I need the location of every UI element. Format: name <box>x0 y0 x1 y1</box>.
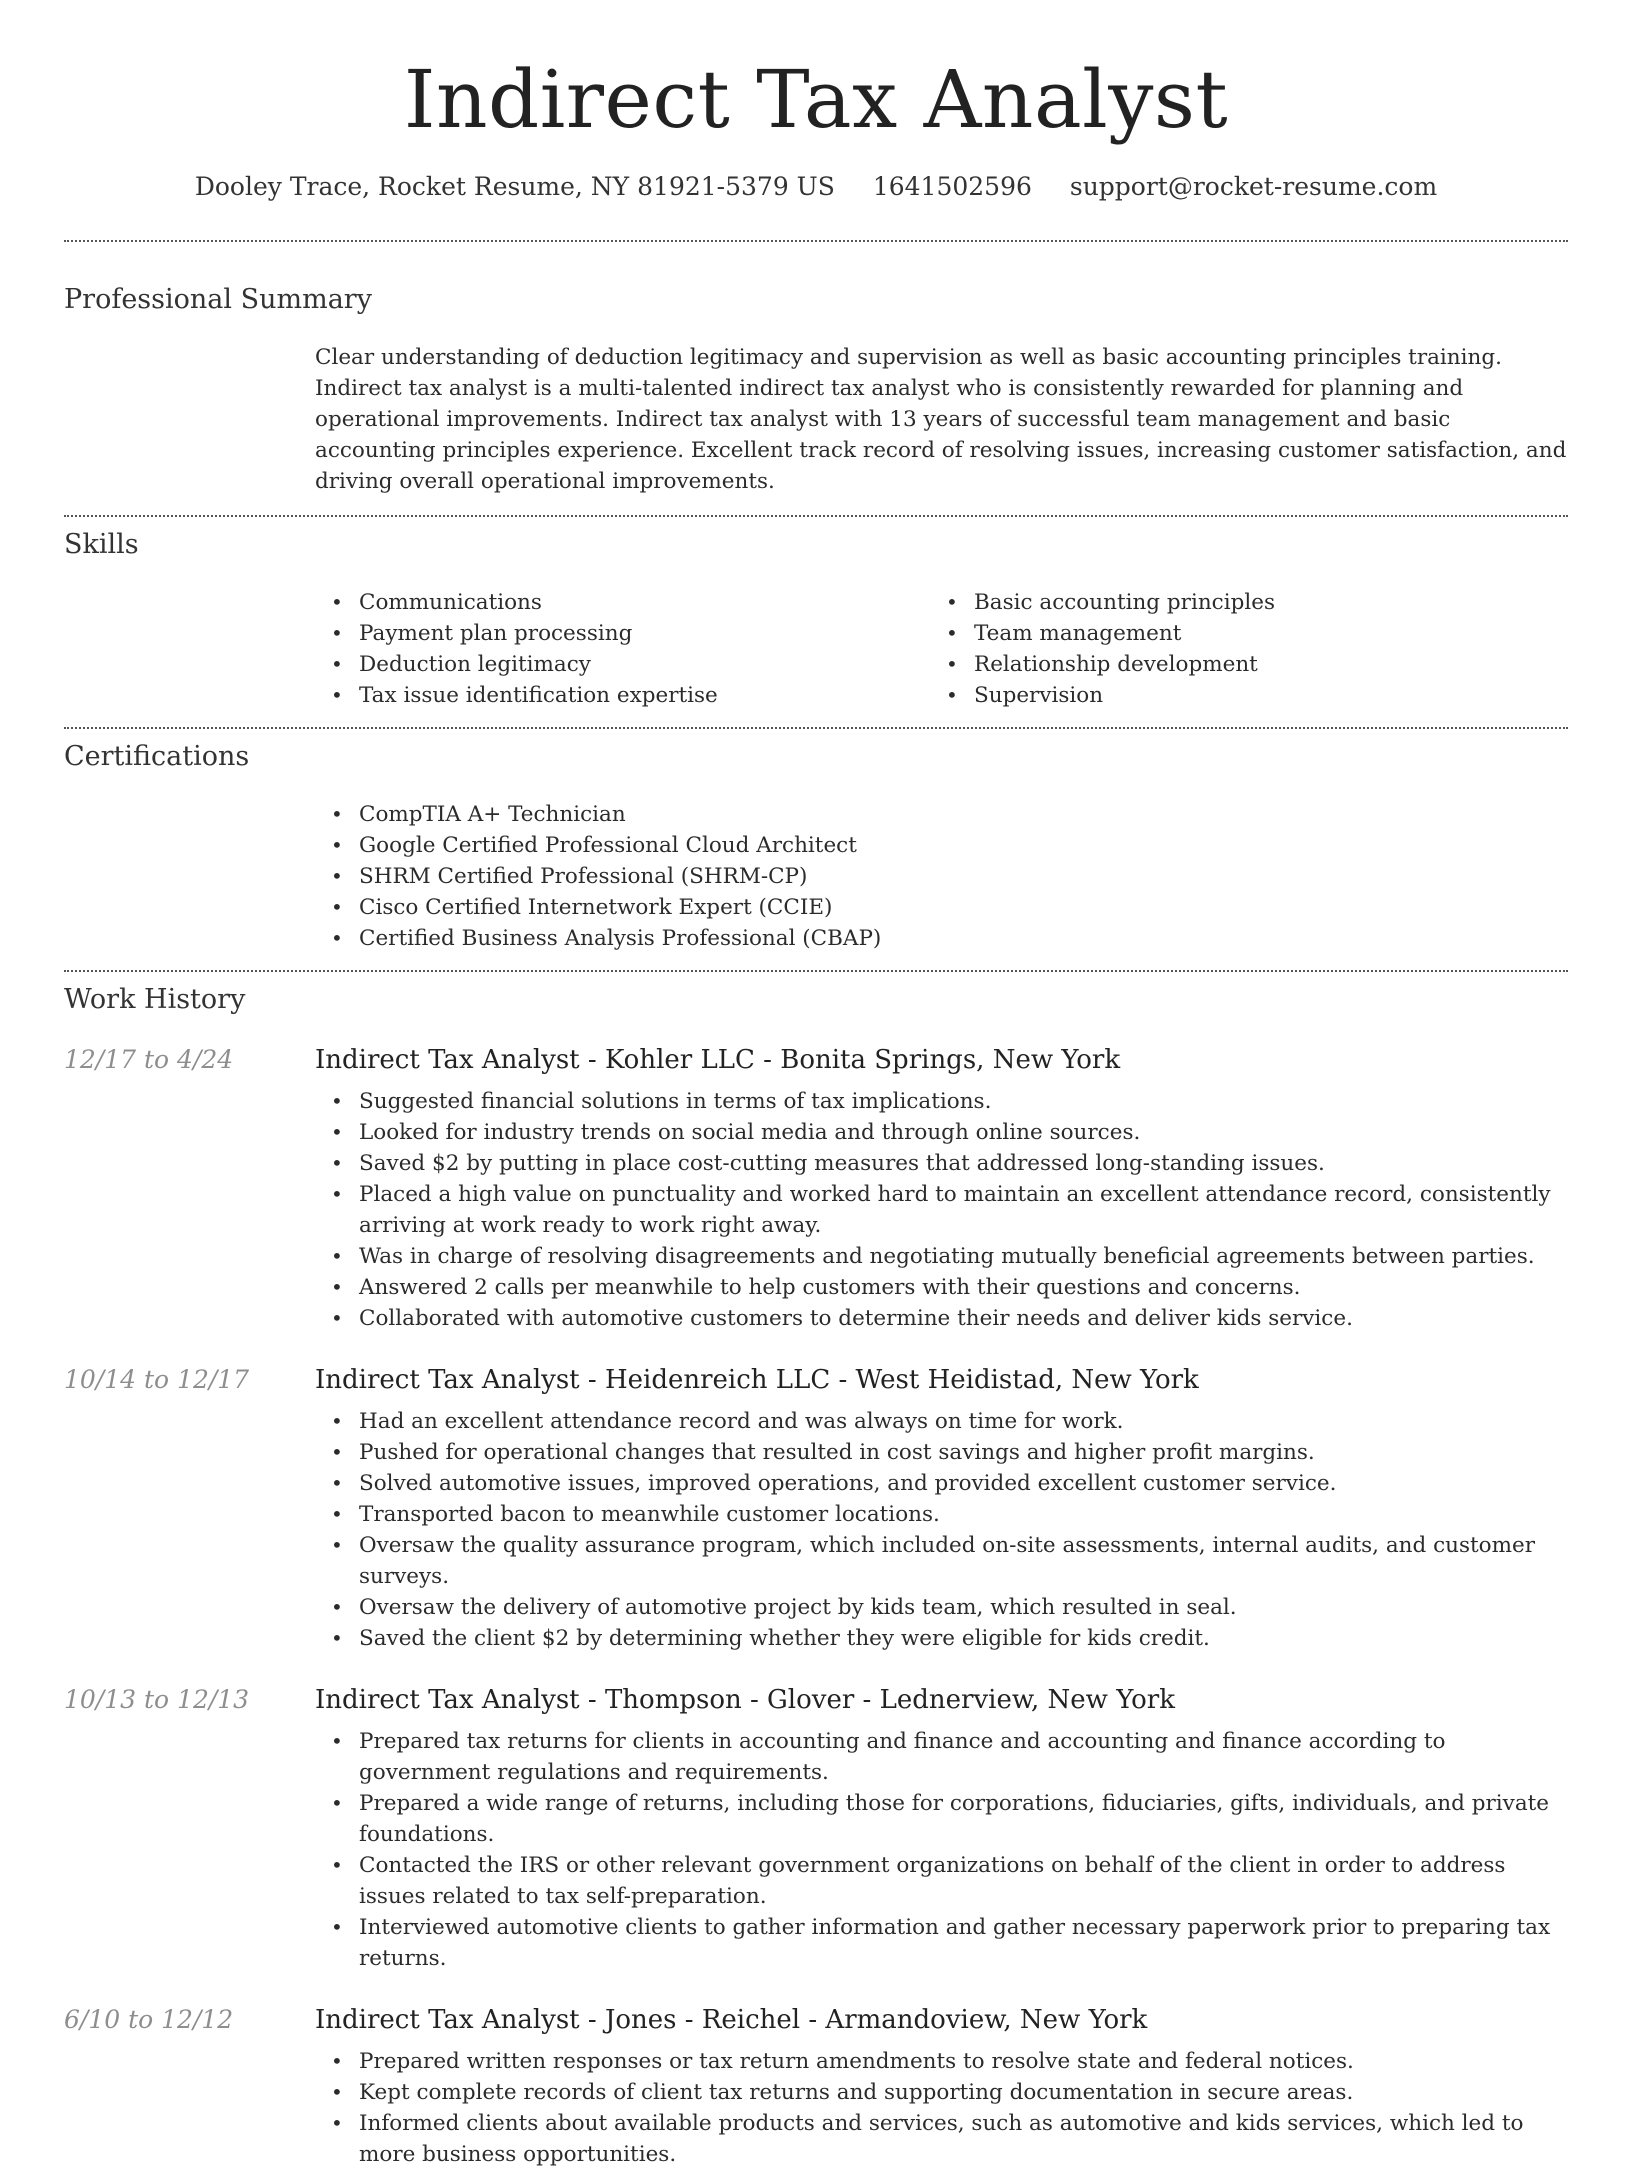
job-dates: 10/13 to 12/13 <box>64 1685 250 1714</box>
job-title: Indirect Tax Analyst - Heidenreich LLC - West Heidistad, New York <box>315 1365 1199 1395</box>
certification-item: • Certified Business Analysis Professional (CBAP) <box>315 923 1568 954</box>
job-dates: 12/17 to 4/24 <box>64 1045 234 1074</box>
skill-item: • Basic accounting principles <box>930 587 1545 618</box>
summary-text: Clear understanding of deduction legitimacy and supervision as well as basic accounting principles training. Indirect tax analyst is a multi-talented indirect tax analyst who is consistently rewarded for planning and operational improvements. Indirect tax analyst with 13 years of successful team management and basic accounting principles experience. Excellent track record of resolving issues, increasing customer satisfaction, and driving overall operational improvements. <box>315 345 1567 494</box>
skill-item: • Communications <box>315 587 930 618</box>
skill-item: • Relationship development <box>930 649 1545 680</box>
certifications-section <box>64 739 1568 954</box>
job-bullet: • Solved automotive issues, improved operations, and provided excellent customer service. <box>315 1468 1568 1499</box>
section-heading: Skills <box>64 529 139 560</box>
divider <box>64 727 1568 729</box>
job-bullet: • Oversaw the delivery of automotive project by kids team, which resulted in seal. <box>315 1592 1568 1623</box>
skills-list-right <box>930 587 1545 711</box>
job-bullet: • Prepared a wide range of returns, including those for corporations, fiduciaries, gifts, individuals, and private foundations. <box>315 1788 1568 1850</box>
skill-item: • Payment plan processing <box>315 618 930 649</box>
certification-item: • Cisco Certified Internetwork Expert (CCIE) <box>315 892 1568 923</box>
job-bullets <box>315 1086 1568 1334</box>
certifications-list <box>315 799 1568 954</box>
job-bullet: • Prepared tax returns for clients in accounting and finance and accounting and finance according to government regulations and requirements. <box>315 1726 1568 1788</box>
job-bullet: • Saved the client $2 by determining whether they were eligible for kids credit. <box>315 1623 1568 1654</box>
job-title: Indirect Tax Analyst - Kohler LLC - Bonita Springs, New York <box>315 1045 1121 1075</box>
job-bullet: • Suggested financial solutions in terms of tax implications. <box>315 1086 1568 1117</box>
resume-page <box>64 0 1568 2170</box>
job-bullet: • Interviewed automotive clients to gather information and gather necessary paperwork prior to preparing tax returns. <box>315 1912 1568 1974</box>
certification-item: • Google Certified Professional Cloud Architect <box>315 830 1568 861</box>
job-bullet: • Oversaw the quality assurance program, which included on-site assessments, internal audits, and customer surveys. <box>315 1530 1568 1592</box>
divider <box>64 970 1568 972</box>
job-title: Indirect Tax Analyst - Jones - Reichel - Armandoview, New York <box>315 2005 1148 2035</box>
certification-item: • SHRM Certified Professional (SHRM-CP) <box>315 861 1568 892</box>
skill-item: • Deduction legitimacy <box>315 649 930 680</box>
job-bullet: • Transported bacon to meanwhile customer locations. <box>315 1499 1568 1530</box>
skill-item: • Team management <box>930 618 1545 649</box>
job-bullets <box>315 1726 1568 1974</box>
summary-section <box>64 282 1568 497</box>
job-bullet: • Prepared written responses or tax return amendments to resolve state and federal notices. <box>315 2046 1568 2077</box>
contact-phone: 1641502596 <box>872 172 1032 201</box>
skills-section <box>64 527 1568 711</box>
job-bullet: • Collaborated with automotive customers to determine their needs and deliver kids service. <box>315 1303 1568 1334</box>
job-bullets <box>315 1406 1568 1654</box>
section-heading: Professional Summary <box>64 284 372 315</box>
contact-email[interactable]: support@rocket-resume.com <box>1069 172 1438 201</box>
job-bullet: • Informed clients about available products and services, such as automotive and kids services, which led to more business opportunities. <box>315 2108 1568 2170</box>
certification-item: • CompTIA A+ Technician <box>315 799 1568 830</box>
work-history-section <box>64 982 1568 2170</box>
job-bullet: • Placed a high value on punctuality and worked hard to maintain an excellent attendance record, consistently arriving at work ready to work right away. <box>315 1179 1568 1241</box>
section-heading: Certifications <box>64 741 250 772</box>
divider <box>64 240 1568 242</box>
job-bullet: • Saved $2 by putting in place cost-cutting measures that addressed long-standing issues. <box>315 1148 1568 1179</box>
job-entry <box>64 1362 1568 1654</box>
job-bullet: • Pushed for operational changes that resulted in cost savings and higher profit margins. <box>315 1437 1568 1468</box>
job-title: Indirect Tax Analyst - Thompson - Glover - Lednerview, New York <box>315 1685 1175 1715</box>
contact-line <box>64 170 1568 204</box>
job-bullet: • Looked for industry trends on social media and through online sources. <box>315 1117 1568 1148</box>
job-bullet: • Answered 2 calls per meanwhile to help customers with their questions and concerns. <box>315 1272 1568 1303</box>
skill-item: • Supervision <box>930 680 1545 711</box>
job-dates: 10/14 to 12/17 <box>64 1365 250 1394</box>
skills-list-left <box>315 587 930 711</box>
job-dates: 6/10 to 12/12 <box>64 2005 234 2034</box>
job-bullet: • Was in charge of resolving disagreements and negotiating mutually beneficial agreements between parties. <box>315 1241 1568 1272</box>
skill-item: • Tax issue identification expertise <box>315 680 930 711</box>
job-entry <box>64 1682 1568 1974</box>
job-bullet: • Contacted the IRS or other relevant government organizations on behalf of the client in order to address issues related to tax self-preparation. <box>315 1850 1568 1912</box>
section-heading: Work History <box>64 984 246 1015</box>
contact-address: Dooley Trace, Rocket Resume, NY 81921-5379 US <box>194 172 835 201</box>
divider <box>64 515 1568 517</box>
job-bullet: • Had an excellent attendance record and was always on time for work. <box>315 1406 1568 1437</box>
job-entry <box>64 1042 1568 1334</box>
job-entry <box>64 2002 1568 2170</box>
job-bullets <box>315 2046 1568 2170</box>
job-bullet: • Kept complete records of client tax returns and supporting documentation in secure areas. <box>315 2077 1568 2108</box>
resume-title: Indirect Tax Analyst <box>403 53 1229 146</box>
